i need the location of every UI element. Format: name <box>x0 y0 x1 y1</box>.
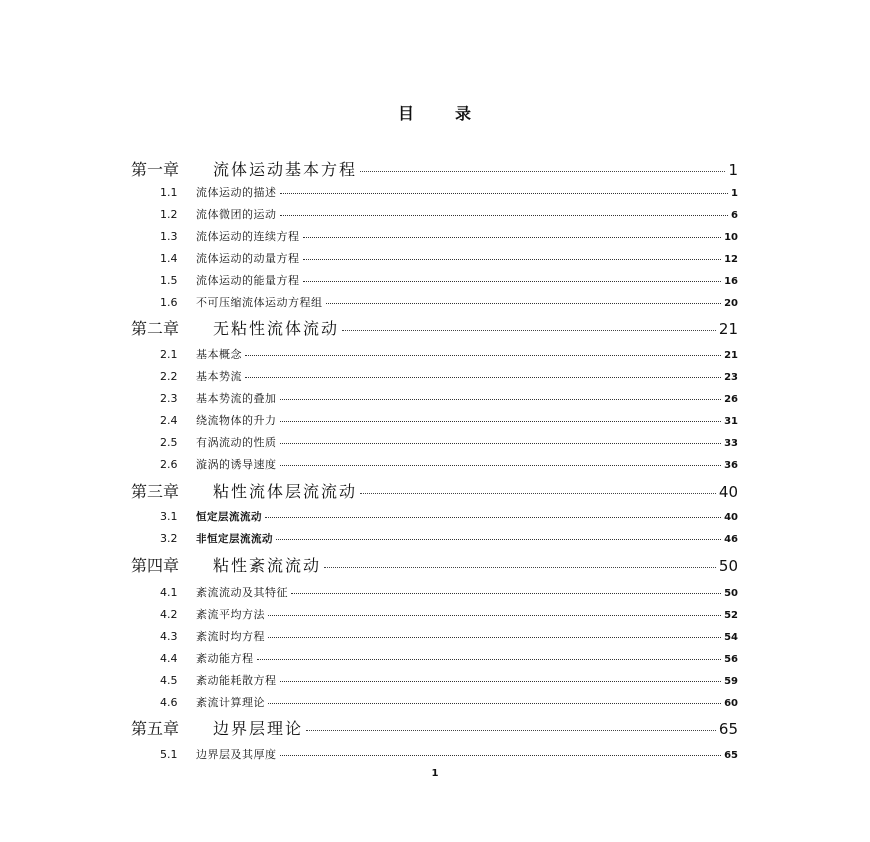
dot-leader <box>303 281 722 282</box>
dot-leader <box>245 377 721 378</box>
dot-leader <box>268 615 721 616</box>
toc-section-3-1[interactable] <box>160 509 738 527</box>
dot-leader <box>306 730 716 731</box>
section-number: 2.5 <box>160 436 178 449</box>
section-number: 2.4 <box>160 414 178 427</box>
dot-leader <box>245 355 721 356</box>
toc-section-1-6[interactable] <box>160 294 738 312</box>
toc-section-1-3[interactable] <box>160 228 738 246</box>
chapter-title: 边界层理论 <box>213 719 304 738</box>
toc-section-3-2[interactable] <box>160 531 738 549</box>
dot-leader <box>280 421 722 422</box>
page-number: 59 <box>724 676 738 687</box>
chapter-label: 第四章 <box>131 556 180 575</box>
page-number: 40 <box>718 483 738 501</box>
dot-leader <box>291 593 721 594</box>
toc-section-4-2[interactable] <box>160 606 738 624</box>
page-number: 56 <box>724 654 738 665</box>
chapter-label: 第一章 <box>131 160 180 179</box>
toc-section-4-6[interactable] <box>160 694 738 712</box>
toc-chapter-5[interactable] <box>131 716 738 740</box>
dot-leader <box>280 215 729 216</box>
section-title: 流体运动的动量方程 <box>196 252 300 265</box>
section-title: 恒定层流流动 <box>196 511 262 523</box>
section-number: 1.4 <box>160 252 178 265</box>
chapter-label: 第二章 <box>131 319 180 338</box>
toc-chapter-2[interactable] <box>131 316 738 340</box>
page-number: 1 <box>731 188 738 199</box>
toc-chapter-1[interactable] <box>131 157 738 181</box>
section-title: 基本势流的叠加 <box>196 392 277 405</box>
section-number: 4.6 <box>160 696 178 709</box>
chapter-title: 流体运动基本方程 <box>213 160 358 179</box>
section-title: 绕流物体的升力 <box>196 414 277 427</box>
dot-leader <box>326 303 722 304</box>
dot-leader <box>276 539 721 540</box>
page-number: 1 <box>728 161 738 179</box>
page-number: 33 <box>724 438 738 449</box>
section-number: 1.3 <box>160 230 178 243</box>
chapter-title: 粘性流体层流流动 <box>213 482 358 501</box>
section-number: 3.2 <box>160 532 178 545</box>
dot-leader <box>342 330 716 331</box>
chapter-label: 第五章 <box>131 719 180 738</box>
section-title: 紊流计算理论 <box>196 696 265 709</box>
toc-section-1-4[interactable] <box>160 250 738 268</box>
toc-section-2-2[interactable] <box>160 368 738 386</box>
page-number: 12 <box>724 254 738 265</box>
section-number: 2.1 <box>160 348 178 361</box>
section-title: 非恒定层流流动 <box>196 533 273 545</box>
page-number: 26 <box>724 394 738 405</box>
toc-title <box>0 100 870 124</box>
page-number: 46 <box>724 534 738 545</box>
section-number: 4.2 <box>160 608 178 621</box>
page-number: 50 <box>718 557 738 575</box>
dot-leader <box>280 755 722 756</box>
section-number: 4.4 <box>160 652 178 665</box>
toc-section-4-3[interactable] <box>160 628 738 646</box>
section-title: 流体运动的能量方程 <box>196 274 300 287</box>
chapter-label: 第三章 <box>131 482 180 501</box>
page-number: 21 <box>724 350 738 361</box>
dot-leader <box>280 465 722 466</box>
section-title: 紊流时均方程 <box>196 630 265 643</box>
section-number: 2.2 <box>160 370 178 383</box>
section-number: 2.6 <box>160 458 178 471</box>
section-title: 流体微团的运动 <box>196 208 277 221</box>
section-title: 基本概念 <box>196 348 242 361</box>
dot-leader <box>280 399 722 400</box>
toc-section-4-5[interactable] <box>160 672 738 690</box>
toc-section-2-6[interactable] <box>160 456 738 474</box>
footer-page-number: 1 <box>431 768 439 779</box>
toc-section-2-5[interactable] <box>160 434 738 452</box>
page-number: 50 <box>724 588 738 599</box>
toc-section-1-1[interactable] <box>160 184 738 202</box>
section-title: 边界层及其厚度 <box>196 748 277 761</box>
page-number: 54 <box>724 632 738 643</box>
toc-section-2-1[interactable] <box>160 346 738 364</box>
toc-section-2-4[interactable] <box>160 412 738 430</box>
section-title: 漩涡的诱导速度 <box>196 458 277 471</box>
dot-leader <box>280 443 722 444</box>
toc-chapter-4[interactable] <box>131 553 738 577</box>
page-number: 60 <box>724 698 738 709</box>
page-number: 65 <box>718 720 738 738</box>
toc-title-char-1: 目 <box>397 103 415 123</box>
section-title: 紊流流动及其特征 <box>196 586 288 599</box>
section-title: 流体运动的描述 <box>196 186 277 199</box>
toc-section-5-1[interactable] <box>160 746 738 764</box>
section-title: 紊流平均方法 <box>196 608 265 621</box>
page-number: 6 <box>731 210 738 221</box>
section-number: 1.6 <box>160 296 178 309</box>
dot-leader <box>324 567 716 568</box>
page-number: 40 <box>724 512 738 523</box>
toc-title-char-2: 录 <box>455 103 473 123</box>
page-number: 20 <box>724 298 738 309</box>
dot-leader <box>268 703 721 704</box>
page-number: 16 <box>724 276 738 287</box>
dot-leader <box>268 637 721 638</box>
section-title: 紊动能方程 <box>196 652 254 665</box>
section-title: 基本势流 <box>196 370 242 383</box>
chapter-title: 粘性紊流流动 <box>213 556 322 575</box>
dot-leader <box>360 493 716 494</box>
toc-section-1-2[interactable] <box>160 206 738 224</box>
dot-leader <box>280 193 729 194</box>
section-number: 1.1 <box>160 186 178 199</box>
dot-leader <box>360 171 725 172</box>
page-number: 23 <box>724 372 738 383</box>
dot-leader <box>257 659 722 660</box>
page-number: 21 <box>718 320 738 338</box>
section-number: 4.5 <box>160 674 178 687</box>
page-number: 36 <box>724 460 738 471</box>
toc-chapter-3[interactable] <box>131 479 738 503</box>
dot-leader <box>265 517 721 518</box>
section-title: 紊动能耗散方程 <box>196 674 277 687</box>
section-number: 4.3 <box>160 630 178 643</box>
page-number: 10 <box>724 232 738 243</box>
section-number: 3.1 <box>160 510 178 523</box>
section-number: 1.2 <box>160 208 178 221</box>
section-title: 有涡流动的性质 <box>196 436 277 449</box>
page-number: 52 <box>724 610 738 621</box>
toc-section-4-4[interactable] <box>160 650 738 668</box>
dot-leader <box>303 237 722 238</box>
section-title: 不可压缩流体运动方程组 <box>196 296 323 309</box>
toc-section-1-5[interactable] <box>160 272 738 290</box>
chapter-title: 无粘性流体流动 <box>213 319 340 338</box>
toc-section-4-1[interactable] <box>160 584 738 602</box>
section-number: 2.3 <box>160 392 178 405</box>
section-number: 1.5 <box>160 274 178 287</box>
dot-leader <box>280 681 722 682</box>
section-number: 5.1 <box>160 748 178 761</box>
section-title: 流体运动的连续方程 <box>196 230 300 243</box>
page-number: 65 <box>724 750 738 761</box>
section-number: 4.1 <box>160 586 178 599</box>
dot-leader <box>303 259 722 260</box>
page-number: 31 <box>724 416 738 427</box>
toc-section-2-3[interactable] <box>160 390 738 408</box>
